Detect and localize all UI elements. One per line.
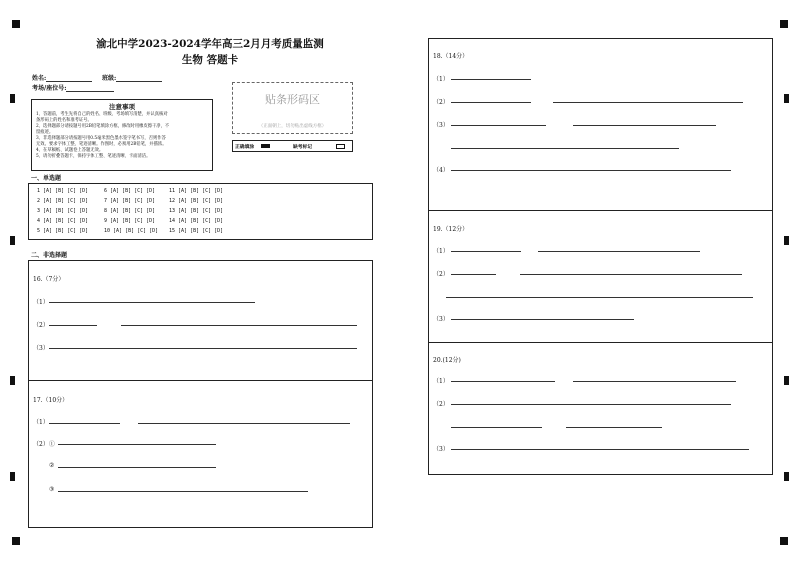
q19-part1-answer-line[interactable] [538,251,700,252]
choice-item[interactable]: 13 [A] [B] [C] [D] [169,208,224,214]
q18-part3-label: （3） [433,122,449,129]
notice-item: 1、答题前，考生先将自己的姓名、班级、考场填写清楚，并认真核对 [36,112,168,117]
q20-part2-answer-line[interactable] [566,427,662,428]
name-field[interactable] [32,73,92,82]
choice-item[interactable]: 12 [A] [B] [C] [D] [169,198,224,204]
q20-part1-label: （1） [433,378,449,385]
q16-title: 16.（7分） [33,276,65,283]
q19-part1-label: （1） [433,248,449,255]
q20-part2-answer-line[interactable] [451,404,731,405]
fill-legend [232,140,353,152]
choice-item[interactable]: 4 [A] [B] [C] [D] [37,218,89,224]
choice-item[interactable]: 10 [A] [B] [C] [D] [104,228,159,234]
choice-item[interactable]: 11 [A] [B] [C] [D] [169,188,224,194]
class-field[interactable] [102,73,162,82]
q19-part2-answer-line[interactable] [520,274,742,275]
q19-part3-answer-line[interactable] [451,319,634,320]
q18-part3-answer-line[interactable] [573,125,716,126]
q17-part2b-answer-line[interactable] [58,467,216,468]
timing-mark [10,472,15,481]
q19-part2-answer-line[interactable] [446,297,753,298]
q17-part1-answer-line[interactable] [49,423,120,424]
q18-part1-answer-line[interactable] [451,79,531,80]
q16-part1-label: （1） [33,299,49,306]
notice-item: 无效。要求字体工整、笔迹清晰。作图时，必须用2B铅笔，并描浓。 [36,142,167,147]
timing-mark [10,376,15,385]
notice-box [31,99,213,171]
notice-item: 条形码上的姓名和准考证号。 [36,118,92,123]
divider [28,380,373,381]
q20-part3-answer-line[interactable] [451,449,749,450]
notice-title: 注意事项 [109,103,135,111]
q18-part3-answer-line[interactable] [451,148,679,149]
q20-part2-label: （2） [433,401,449,408]
notice-item: 3、非选择题部分请按题号用0.5毫米黑色墨水签字笔书写，否则作答 [36,136,166,141]
q20-part1-answer-line[interactable] [451,381,555,382]
choice-item[interactable]: 8 [A] [B] [C] [D] [104,208,156,214]
section-non-choice-title: 二、非选择题 [31,252,68,259]
q17-part2-label: （2）① [33,441,55,448]
q17-part2c-answer-line[interactable] [58,491,308,492]
notice-item: 2、选择题部分请按题号用2B铅笔填涂方框，修改时用橡皮擦干净，不 [36,124,170,129]
barcode-area [232,82,353,134]
timing-mark [784,376,789,385]
right-answer-box [428,38,773,475]
q17-title: 17.（10分） [33,397,69,404]
section-single-choice-title: 一、单选题 [31,175,62,182]
single-choice-box [28,183,373,240]
q20-part2-answer-line[interactable] [451,427,542,428]
q19-part1-answer-line[interactable] [451,251,521,252]
q16-part1-answer-line[interactable] [49,302,255,303]
divider [428,210,773,211]
correct-fill-label: 正确填涂 [235,144,255,150]
q16-part2-answer-line[interactable] [49,325,97,326]
notice-item: 留痕迹。 [36,130,54,135]
registration-mark [780,537,788,545]
barcode-hint: （正面朝上，切勿贴出虚线方框） [258,124,327,129]
timing-mark [784,472,789,481]
choice-item[interactable]: 9 [A] [B] [C] [D] [104,218,156,224]
registration-mark [12,537,20,545]
q19-part3-label: （3） [433,316,449,323]
divider [428,342,773,343]
choice-item[interactable]: 7 [A] [B] [C] [D] [104,198,156,204]
q16-part2-answer-line[interactable] [121,325,357,326]
q19-part2-answer-line[interactable] [451,274,496,275]
timing-mark [784,236,789,245]
choice-item[interactable]: 15 [A] [B] [C] [D] [169,228,224,234]
timing-mark [10,236,15,245]
q17-part2-answer-line[interactable] [58,444,216,445]
seat-label: 考场/座位号: [32,85,67,92]
q17-part1-answer-line[interactable] [138,423,350,424]
q17-part2c-label: ③ [49,486,55,493]
q20-title: 20.(12分) [433,357,461,364]
q18-part4-answer-line[interactable] [451,170,731,171]
timing-mark [10,94,15,103]
q18-title: 18.（14分） [433,53,469,60]
registration-mark [12,20,20,28]
class-label: 班级: [102,75,117,82]
notice-item: 5、请勿折叠答题卡，保持字体工整、笔迹清晰、卡面清洁。 [36,154,151,159]
registration-mark [780,20,788,28]
name-label: 姓名: [32,75,47,82]
q18-part2-answer-line[interactable] [553,102,743,103]
q16-part2-label: （2） [33,322,49,329]
seat-field[interactable] [32,83,114,92]
q16-part3-answer-line[interactable] [49,348,357,349]
q16-part3-label: （3） [33,345,49,352]
exam-title: 渝北中学2023-2024学年高三2月月考质量监测 [96,38,324,50]
q17-part2b-label: ② [49,462,55,469]
q18-part4-label: （4） [433,167,449,174]
choice-item[interactable]: 5 [A] [B] [C] [D] [37,228,89,234]
q17-part1-label: （1） [33,419,49,426]
choice-item[interactable]: 14 [A] [B] [C] [D] [169,218,224,224]
choice-item[interactable]: 2 [A] [B] [C] [D] [37,198,89,204]
q19-title: 19.（12分） [433,226,469,233]
absent-mark-checkbox[interactable] [336,144,345,149]
q16-q17-box [28,260,373,528]
choice-item[interactable]: 6 [A] [B] [C] [D] [104,188,156,194]
q18-part1-label: （1） [433,76,449,83]
q18-part2-answer-line[interactable] [451,102,531,103]
q18-part3-answer-line[interactable] [451,125,546,126]
q18-part2-label: （2） [433,99,449,106]
answer-sheet-subtitle: 生物 答题卡 [181,54,239,66]
notice-item: 4、在草稿纸、试题卷上答题无效。 [36,148,104,153]
q20-part3-label: （3） [433,446,449,453]
q19-part2-label: （2） [433,271,449,278]
q20-part1-answer-line[interactable] [573,381,736,382]
choice-item[interactable]: 3 [A] [B] [C] [D] [37,208,89,214]
absent-mark-label: 缺考标记 [293,144,313,150]
choice-item[interactable]: 1 [A] [B] [C] [D] [37,188,89,194]
barcode-title: 贴条形码区 [265,93,320,106]
correct-fill-sample [261,144,270,148]
timing-mark [784,94,789,103]
